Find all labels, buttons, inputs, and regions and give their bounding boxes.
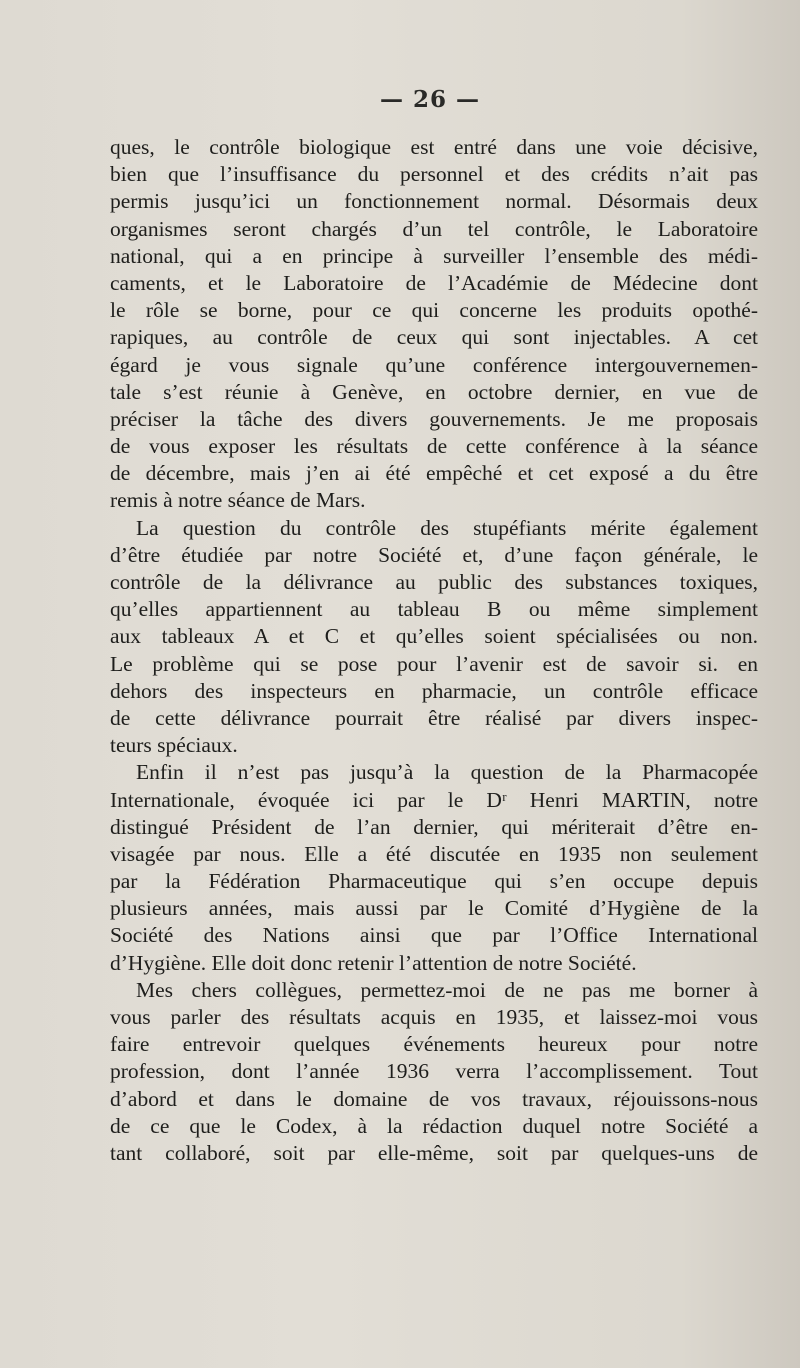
text-line: d’Hygiène. Elle doit donc retenir l’attention de notre Société. (110, 950, 637, 975)
text-line: ques, le contrôle biologique est entré dans une voie décisive, (110, 135, 758, 159)
page-number: — 26 — (379, 86, 481, 113)
text-line: préciser la tâche des divers gouvernements. Je me proposais (110, 406, 758, 431)
text-line: organismes seront chargés d’un tel contrôle, le Laboratoire (110, 216, 758, 241)
text-line: rapiques, au contrôle de ceux qui sont injectables. A cet (110, 325, 758, 350)
text-line: d’abord et dans le domaine de vos travaux, réjouissons-nous (110, 1086, 758, 1111)
text-line: Le problème qui se pose pour l’avenir est de savoir si. en (110, 651, 758, 676)
text-line: qu’elles appartiennent au tableau B ou même simplement (110, 597, 758, 622)
text-line: tant collaboré, soit par elle-même, soit par quelques-uns de (110, 1140, 758, 1165)
text-line: caments, et le Laboratoire de l’Académie de Médecine dont (110, 270, 758, 295)
text-line: dehors des inspecteurs en pharmacie, un contrôle efficace (110, 678, 758, 703)
text-line: par la Fédération Pharmaceutique qui s’en occupe depuis (110, 869, 758, 894)
text-line: le rôle se borne, pour ce qui concerne les produits opothé- (110, 298, 758, 323)
text-line: bien que l’insuffisance du personnel et des crédits n’ait pas (110, 162, 758, 187)
text-line: de ce que le Codex, à la rédaction duquel notre Société a (110, 1113, 758, 1138)
text-line: La question du contrôle des stupéfiants mérite également (136, 515, 758, 540)
text-line: Enfin il n’est pas jusqu’à la question de la Pharmacopée (136, 760, 758, 785)
text-line: visagée par nous. Elle a été discutée en 1935 non seulement (110, 841, 758, 866)
text-line: de décembre, mais j’en ai été empêché et cet exposé a du être (110, 461, 758, 486)
body-text (110, 134, 758, 1167)
text-line: aux tableaux A et C et qu’elles soient spécialisées ou non. (110, 624, 758, 649)
text-line: de vous exposer les résultats de cette conférence à la séance (110, 434, 758, 459)
text-line: Société des Nations ainsi que par l’Office International (110, 923, 758, 948)
text-line: tale s’est réunie à Genève, en octobre dernier, en vue de (110, 379, 758, 404)
text-line: teurs spéciaux. (110, 733, 238, 758)
text-line: de cette délivrance pourrait être réalisé par divers inspec- (110, 705, 758, 730)
text-line: contrôle de la délivrance au public des substances toxiques, (110, 570, 758, 594)
text-line: Mes chers collègues, permettez-moi de ne pas me borner à (136, 977, 758, 1002)
text-line: faire entrevoir quelques événements heureux pour notre (110, 1032, 758, 1057)
text-line: d’être étudiée par notre Société et, d’une façon générale, le (110, 542, 758, 567)
text-line: vous parler des résultats acquis en 1935, et laissez-moi vous (110, 1005, 758, 1029)
text-line: Internationale, évoquée ici par le Dʳ Henri MARTIN, notre (110, 787, 758, 812)
text-line: distingué Président de l’an dernier, qui mériterait d’être en- (110, 814, 758, 839)
text-line: remis à notre séance de Mars. (110, 488, 366, 513)
text-line: égard je vous signale qu’une conférence intergouvernemen- (110, 352, 758, 377)
text-line: plusieurs années, mais aussi par le Comité d’Hygiène de la (110, 896, 758, 921)
text-line: national, qui a en principe à surveiller l’ensemble des médi- (110, 243, 758, 268)
text-line: permis jusqu’ici un fonctionnement normal. Désormais deux (110, 189, 758, 214)
text-line: profession, dont l’année 1936 verra l’accomplissement. Tout (110, 1059, 758, 1084)
